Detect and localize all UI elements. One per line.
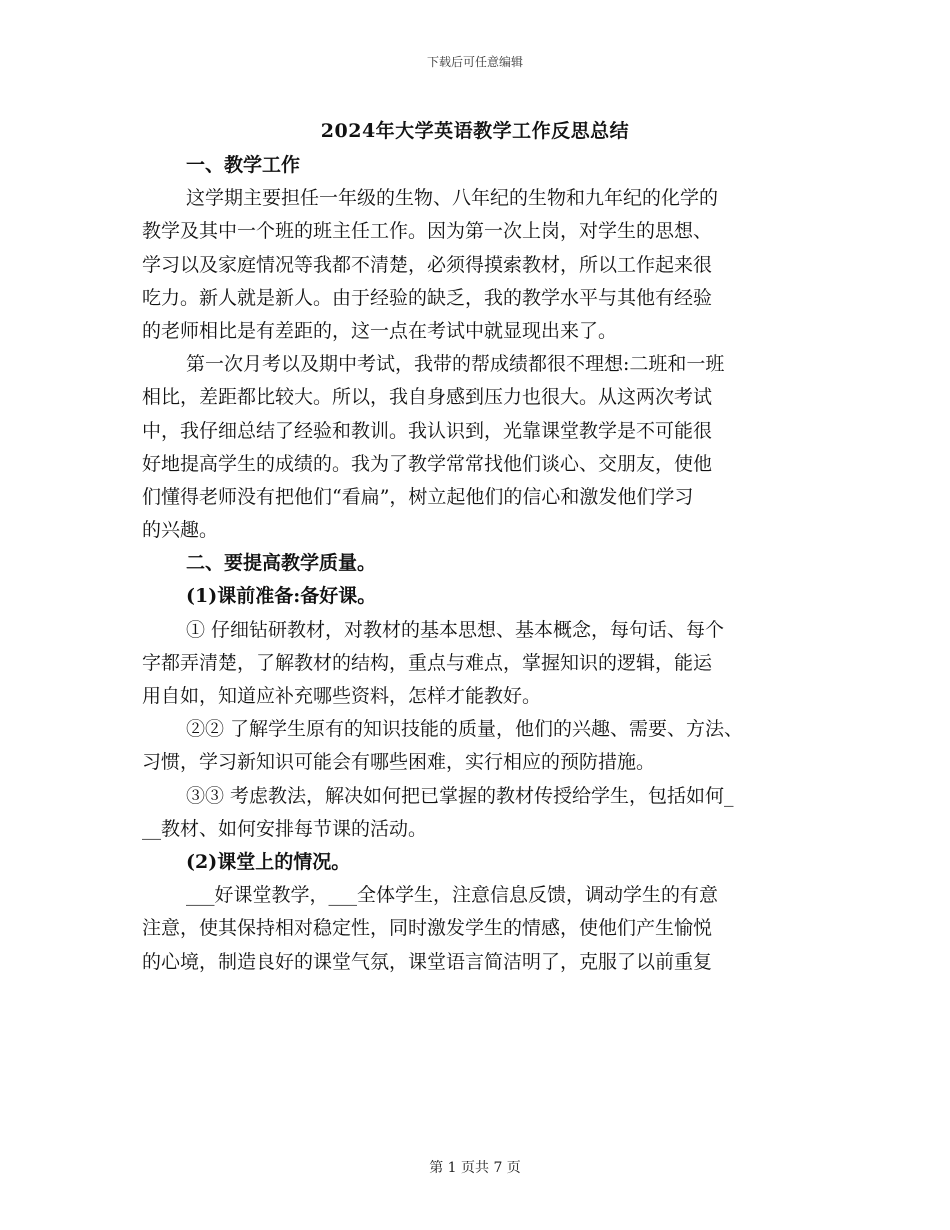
paragraph-line: 相比，差距都比较大。所以，我自身感到压力也很大。从这两次考试 xyxy=(142,386,713,409)
paragraph-line: 们懂得老师没有把他们“看扁”，树立起他们的信心和激发他们学习 xyxy=(142,485,694,508)
paragraph-line: 的心境，制造良好的课堂气氛，课堂语言简洁明了，克服了以前重复 xyxy=(142,950,713,973)
subheading-classroom: (2)课堂上的情况。 xyxy=(186,850,351,873)
paragraph-line: 这学期主要担任一年级的生物、八年纪的生物和九年纪的化学的 xyxy=(186,187,719,210)
paragraph-line: 的老师相比是有差距的，这一点在考试中就显现出来了。 xyxy=(142,319,618,342)
paragraph-line: 吃力。新人就是新人。由于经验的缺乏，我的教学水平与其他有经验 xyxy=(142,286,713,309)
paragraph-line: 教学及其中一个班的班主任工作。因为第一次上岗，对学生的思想、 xyxy=(142,220,713,243)
heading-improve-quality: 二、要提高教学质量。 xyxy=(186,552,377,575)
paragraph-line: ① 仔细钻研教材，对教材的基本思想、基本概念，每句话、每个 xyxy=(186,618,725,641)
subheading-lesson-prep: (1)课前准备:备好课。 xyxy=(186,585,377,608)
paragraph-line: 学习以及家庭情况等我都不清楚，必须得摸索教材，所以工作起来很 xyxy=(142,253,713,276)
document-body xyxy=(142,149,810,979)
page-footer: 第 1 页共 7 页 xyxy=(429,1160,521,1176)
paragraph-line: 的兴趣。 xyxy=(142,519,219,542)
paragraph-line: ___好课堂教学，___全体学生，注意信息反馈，调动学生的有意 xyxy=(186,884,719,907)
paragraph-line: 用自如，知道应补充哪些资料，怎样才能教好。 xyxy=(142,685,542,707)
paragraph-line: ②② 了解学生原有的知识技能的质量，他们的兴趣、需要、方法、 xyxy=(186,718,744,741)
paragraph-line: ③③ 考虑教法，解决如何把已掌握的教材传授给学生，包括如何_ xyxy=(186,784,734,807)
paragraph-line: 注意，使其保持相对稳定性，同时激发学生的情感，使他们产生愉悦 xyxy=(142,917,713,940)
paragraph-line: 习惯，学习新知识可能会有哪些困难，实行相应的预防措施。 xyxy=(142,751,656,774)
document-title: 2024年大学英语教学工作反思总结 xyxy=(320,120,630,142)
heading-teaching-work: 一、教学工作 xyxy=(186,154,301,176)
paragraph-line: 字都弄清楚，了解教材的结构，重点与难点，掌握知识的逻辑，能运 xyxy=(142,651,713,674)
paragraph-line: 中，我仔细总结了经验和教训。我认识到，光靠课堂教学是不可能很 xyxy=(142,419,713,442)
paragraph-line: __教材、如何安排每节课的活动。 xyxy=(142,817,428,840)
paragraph-line: 第一次月考以及期中考试，我带的帮成绩都很不理想:二班和一班 xyxy=(186,353,725,376)
page-header: 下载后可任意编辑 xyxy=(426,55,523,69)
paragraph-line: 好地提高学生的成绩的。我为了教学常常找他们谈心、交朋友，使他 xyxy=(142,452,713,475)
